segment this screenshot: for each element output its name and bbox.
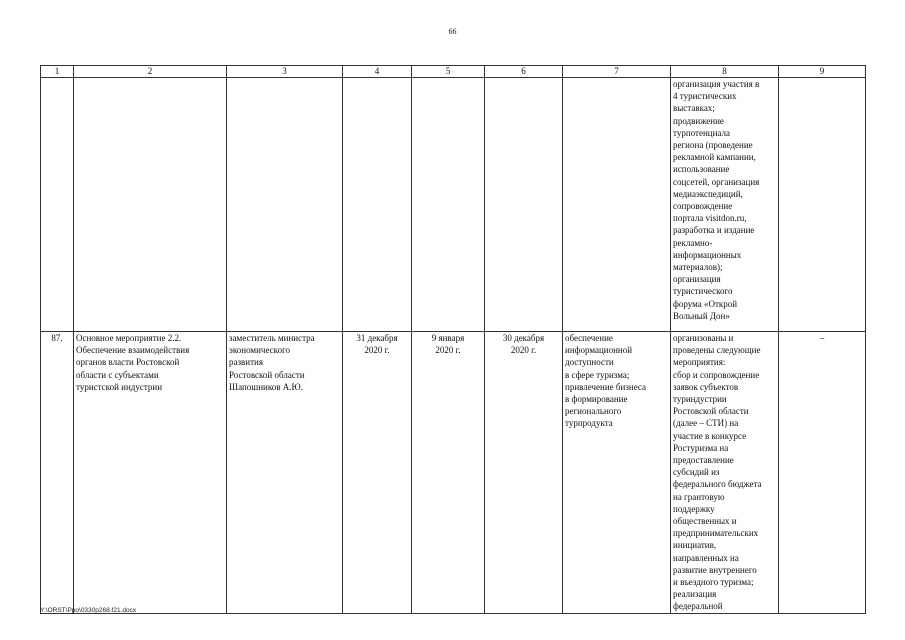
- cell-actual-end: [485, 78, 563, 332]
- column-header-9: 9: [779, 66, 866, 78]
- table-row-87: [41, 332, 866, 614]
- page-number: 66: [448, 27, 457, 36]
- cell-responsible: [227, 78, 343, 332]
- cell-planned-result: [563, 78, 671, 332]
- cell-number: [41, 78, 74, 332]
- cell-number: 87.: [41, 332, 74, 614]
- column-header-2: 2: [74, 66, 227, 78]
- cell-measure: [74, 78, 227, 332]
- cell-planned-end: [343, 78, 412, 332]
- footer-file-path: Y:\ORST\Ppo\0330p268.f21.docx: [40, 607, 137, 614]
- cell-responsible: заместитель министра экономического развития Ростовской области Шапошников А.Ю.: [227, 332, 343, 614]
- column-header-1: 1: [41, 66, 74, 78]
- cell-reasons: [779, 78, 866, 332]
- column-header-7: 7: [563, 66, 671, 78]
- cell-actual-result: организованы и проведены следующие мероприятия: сбор и сопровождение заявок субъектов туриндустрии Ростовской области (далее – СТИ) на участие в конкурсе Ростуризма на предоставление субсидий из федерального бюджета на грантовую поддержку общественных и предпринимательских инициатив, направленных на развитие внутреннего и въездного туризма; реализация федеральной: [671, 332, 779, 614]
- column-number-row: [41, 66, 866, 78]
- cell-actual-start: [412, 78, 485, 332]
- cell-planned-end: 31 декабря 2020 г.: [343, 332, 412, 614]
- cell-actual-end: 30 декабря 2020 г.: [485, 332, 563, 614]
- cell-actual-result: организация участия в 4 туристических выставках; продвижение турпотенциала региона (проведение рекламной кампании, использование соцсетей, организация медиаэкспедиций, сопровождение портала visitdon.ru, разработка и издание рекламно- информационных материалов); организация туристического форума «Открой Вольный Дон»: [671, 78, 779, 332]
- column-header-4: 4: [343, 66, 412, 78]
- report-table: [40, 65, 866, 614]
- column-header-6: 6: [485, 66, 563, 78]
- cell-reasons: –: [779, 332, 866, 614]
- table-row-continued: [41, 78, 866, 332]
- cell-planned-result: обеспечение информационной доступности в сфере туризма; привлечение бизнеса в формирование регионального турпродукта: [563, 332, 671, 614]
- cell-actual-start: 9 января 2020 г.: [412, 332, 485, 614]
- column-header-8: 8: [671, 66, 779, 78]
- column-header-3: 3: [227, 66, 343, 78]
- cell-measure: Основное мероприятие 2.2. Обеспечение взаимодействия органов власти Ростовской области с субъектами туристской индустрии: [74, 332, 227, 614]
- column-header-5: 5: [412, 66, 485, 78]
